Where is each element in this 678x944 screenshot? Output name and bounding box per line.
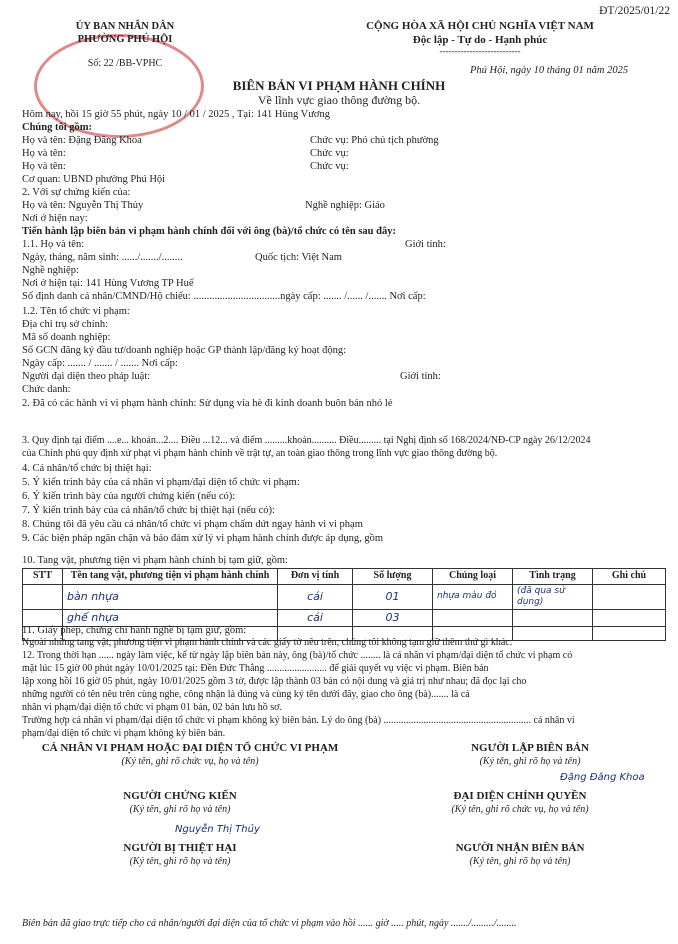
authority-signed-name: Đặng Đăng Khoa xyxy=(560,772,645,783)
org-license: Số GCN đăng ký đầu tư/doanh nghiệp hoặc GP thành lập/đăng ký hoạt động: xyxy=(22,345,347,356)
para12-line3: lập xong hồi 16 giờ 05 phút, ngày 10/01/2025 gồm 3 tờ, được lập thành 03 bản có nội dung và giá trị như nhau; đã đọc lại cho xyxy=(22,676,527,687)
damaged-statement: 7. Ý kiến trình bày của cá nhân/tổ chức bị thiệt hại (nếu có): xyxy=(22,505,275,516)
legal-basis-2: của Chính phủ quy định xử phạt vi phạm hành chính về trật tự, an toàn giao thông trong lĩnh vực giao thông đường bộ. xyxy=(22,448,498,459)
agency: Cơ quan: UBND phường Phú Hội xyxy=(22,174,166,185)
cell-condition: (đã qua sử dụng) xyxy=(513,584,593,610)
refusal-line2: phạm/đại diện tổ chức vi phạm không ký biên bản. xyxy=(22,728,226,739)
witness-statement: 6. Ý kiến trình bày của người chứng kiến (nếu có): xyxy=(22,491,236,502)
line-time-place: Hôm nay, hồi 15 giờ 55 phút, ngày 10 / 01 / 2025 , Tại: 141 Hùng Vương xyxy=(22,109,330,120)
witness-sign-title: NGƯỜI CHỨNG KIẾN xyxy=(123,790,237,802)
officer2-position: Chức vụ: xyxy=(310,148,349,159)
para12-line5: nhân vi phạm/đại diện tổ chức vi phạm 01 bản, 02 bản lưu hồ sơ. xyxy=(22,702,282,713)
page-subtitle: Về lĩnh vực giao thông đường bộ. xyxy=(257,93,421,107)
violator-statement: 5. Ý kiến trình bày của cá nhân vi phạm/đại diện tổ chức vi phạm: xyxy=(22,477,300,488)
licenses-seized: 11. Giấy phép, chứng chỉ hành nghề bị tạm giữ, gồm: xyxy=(22,625,247,636)
doc-number: ĐT/2025/01/22 xyxy=(599,5,670,17)
org-rep-gender: Giới tính: xyxy=(400,371,441,382)
witness-name: Họ và tên: Nguyễn Thị Thủy xyxy=(22,200,144,211)
line-we-are: Chúng tôi gồm: xyxy=(22,122,93,133)
seized-items-heading: 10. Tang vật, phương tiện vi phạm hành chính bị tạm giữ, gồm: xyxy=(22,555,288,566)
damaged-sign-note: (Ký tên, ghi rõ họ và tên) xyxy=(129,856,231,867)
col-stt: STT xyxy=(23,569,63,585)
authority-sign-note: (Ký tên, ghi rõ chức vụ, họ và tên) xyxy=(451,804,589,815)
cell-item-name: bàn nhựa xyxy=(63,584,278,610)
col-type: Chủng loại xyxy=(433,569,513,585)
country-name: CỘNG HÒA XÃ HỘI CHỦ NGHĨA VIỆT NAM xyxy=(366,20,594,32)
page-title: BIÊN BẢN VI PHẠM HÀNH CHÍNH xyxy=(232,78,446,93)
org-line1: ỦY BAN NHÂN DÂN xyxy=(75,21,175,32)
place-date: Phú Hội, ngày 10 tháng 01 năm 2025 xyxy=(470,65,629,76)
maker-sign-title: NGƯỜI LẬP BIÊN BẢN xyxy=(471,742,589,754)
damaged-sign-title: NGƯỜI BỊ THIỆT HẠI xyxy=(123,842,237,854)
org-rep-title: Chức danh: xyxy=(22,384,71,395)
witness-signed-name: Nguyễn Thị Thủy xyxy=(175,824,260,835)
cell-condition xyxy=(513,610,593,627)
cell-quantity: 01 xyxy=(353,584,433,610)
cell-item-name: ghế nhựa xyxy=(63,610,278,627)
violator-sign-note: (Ký tên, ghi rõ chức vụ, họ và tên) xyxy=(121,756,259,767)
receiver-sign-note: (Ký tên, ghi rõ họ và tên) xyxy=(469,856,571,867)
record-against: Tiến hành lập biên bản vi phạm hành chính đối với ông (bà)/tổ chức có tên sau đây: xyxy=(22,226,396,237)
table-row xyxy=(23,584,666,610)
cell-unit: cái xyxy=(278,584,353,610)
preventive-measures: 9. Các biện pháp ngăn chặn và bảo đảm xử lý vi phạm hành chính được áp dụng, gồm xyxy=(22,533,384,544)
org-line2: PHƯỜNG PHÚ HỘI xyxy=(77,34,173,45)
violator-gender: Giới tính: xyxy=(405,239,446,250)
violator-id: Số định danh cá nhân/CMND/Hộ chiếu: .................................ngày cấp: ....... /...... /....... Nơi cấp: xyxy=(22,291,426,302)
officer1-position: Chức vụ: Phó chủ tịch phường xyxy=(310,135,439,146)
table-header-row xyxy=(23,569,666,585)
damaged-party: 4. Cá nhân/tổ chức bị thiệt hại: xyxy=(22,463,152,474)
cell-type xyxy=(433,610,513,627)
violator-name: 1.1. Họ và tên: xyxy=(22,239,85,250)
col-quantity: Số lượng xyxy=(353,569,433,585)
violator-sign-title: CÁ NHÂN VI PHẠM HOẶC ĐẠI DIỆN TỔ CHỨC VI PHẠM xyxy=(41,742,339,754)
witness-address: Nơi ở hiện nay: xyxy=(22,213,88,224)
receiver-sign-title: NGƯỜI NHẬN BIÊN BẢN xyxy=(455,842,585,854)
motto: Độc lập - Tự do - Hạnh phúc xyxy=(412,34,548,46)
witness-heading: 2. Với sự chứng kiến của: xyxy=(22,187,131,198)
motto-rule: --------------------------- xyxy=(439,46,521,56)
para12-line4: những người có tên nêu trên cùng nghe, công nhận là đúng và cùng ký tên dưới đây, giao cho ông (bà)....... là cá xyxy=(22,689,470,700)
cell-note xyxy=(593,584,666,610)
stop-request: 8. Chúng tôi đã yêu cầu cá nhân/tổ chức vi phạm chấm dứt ngay hành vi vi phạm xyxy=(22,519,363,530)
cell-note xyxy=(593,610,666,627)
violator-nationality: Quốc tịch: Việt Nam xyxy=(255,252,342,263)
doc-code: Số: 22 /BB-VPHC xyxy=(87,58,163,69)
officer2-name: Họ và tên: xyxy=(22,148,66,159)
org-name: 1.2. Tên tổ chức vi phạm: xyxy=(22,306,130,317)
cell-unit: cái xyxy=(278,610,353,627)
witness-sign-note: (Ký tên, ghi rõ họ và tên) xyxy=(129,804,231,815)
col-condition: Tình trạng xyxy=(513,569,593,585)
cell-type: nhựa màu đỏ xyxy=(433,584,513,610)
col-unit: Đơn vị tính xyxy=(278,569,353,585)
org-tax-code: Mã số doanh nghiệp: xyxy=(22,332,111,343)
para12-line1: 12. Trong thời hạn ...... ngày làm việc, kể từ ngày lập biên bản này, ông (bà)/tổ chức ........ là cá nhân vi phạm/đại diện tổ chức vi phạm có xyxy=(22,650,573,661)
org-license-date: Ngày cấp: ....... / ....... / ....... Nơi cấp: xyxy=(22,358,178,369)
delivery-note: Biên bản đã giao trực tiếp cho cá nhân/người đại diện của tổ chức vi phạm vào hồi ...... giờ ..... phút, ngày ......./........./........ xyxy=(22,918,517,929)
officer3-name: Họ và tên: xyxy=(22,161,66,172)
witness-occupation: Nghề nghiệp: Giáo xyxy=(305,200,385,211)
org-representative: Người đại diện theo pháp luật: xyxy=(22,371,151,382)
para12-line2: mặt lúc 15 giờ 00 phút ngày 10/01/2025 tại: Đền Đức Thắng ........................ để giải quyết vụ việc vi phạm. Biên bản xyxy=(22,663,489,674)
authority-sign-title: ĐẠI DIỆN CHÍNH QUYỀN xyxy=(453,790,587,802)
cell-quantity: 03 xyxy=(353,610,433,627)
no-other-items: Ngoài những tang vật, phương tiện vi phạm hành chính và các giấy tờ nêu trên, chúng tôi không tạm giữ thêm thứ gì khác. xyxy=(22,637,513,648)
violator-address: Nơi ở hiện tại: 141 Hùng Vương TP Huế xyxy=(22,278,194,289)
col-item-name: Tên tang vật, phương tiện vi phạm hành chính xyxy=(63,569,278,585)
maker-sign-note: (Ký tên, ghi rõ họ và tên) xyxy=(479,756,581,767)
cell-stt xyxy=(23,584,63,610)
legal-basis-1: 3. Quy định tại điểm ....e... khoản...2.... Điều ...12... và điểm .........khoản.......... Điều......... tại Nghị định số 168/2024/NĐ-CP ngày 26/12/2024 xyxy=(22,435,591,446)
officer3-position: Chức vụ: xyxy=(310,161,349,172)
col-note: Ghi chú xyxy=(593,569,666,585)
officer1-name: Họ và tên: Đặng Đăng Khoa xyxy=(22,135,142,146)
org-address: Địa chỉ trụ sở chính: xyxy=(22,319,109,330)
violator-dob: Ngày, tháng, năm sinh: ....../......./........ xyxy=(22,252,183,263)
violation-behaviour: 2. Đã có các hành vi vi phạm hành chính: Sử dụng vỉa hè đi kinh doanh buôn bán nhỏ lẻ xyxy=(22,398,393,409)
refusal-line1: Trường hợp cá nhân vi phạm/đại diện tổ chức vi phạm không ký biên bản. Lý do ông (bà) ........................................................... cá nhân vi xyxy=(22,715,575,726)
violator-occupation: Nghề nghiệp: xyxy=(22,265,79,276)
